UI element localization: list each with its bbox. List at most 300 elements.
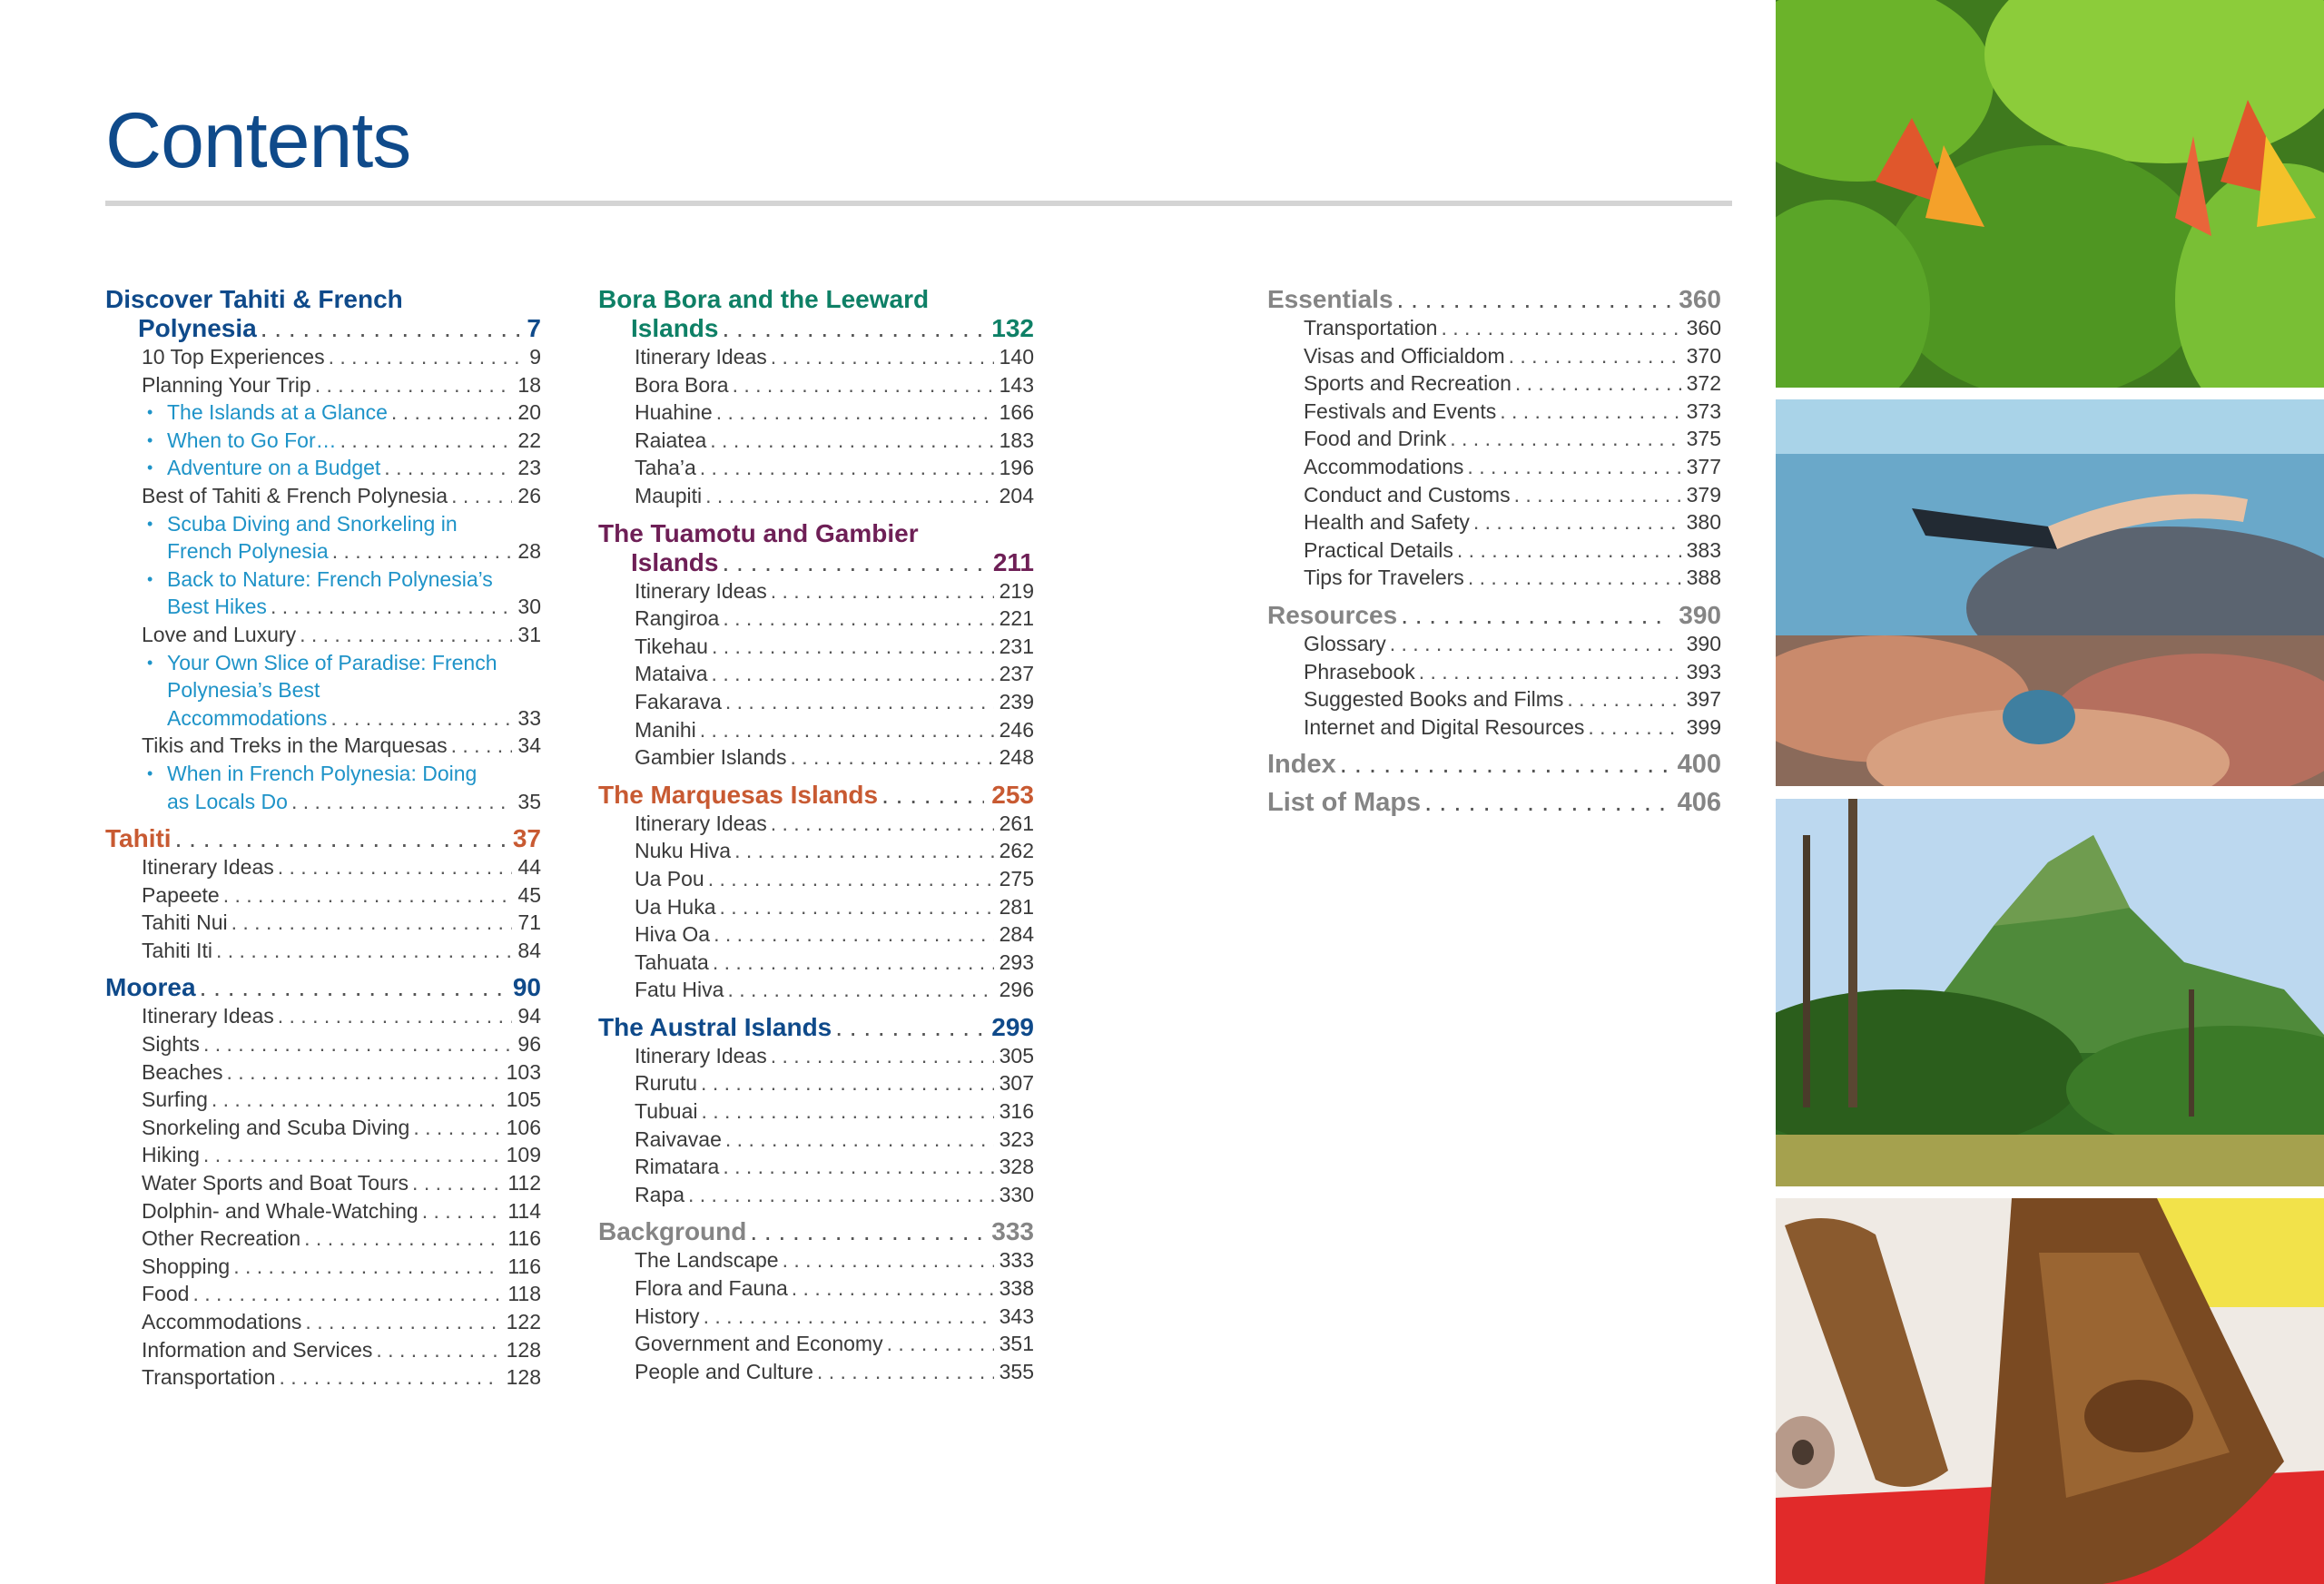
dot-leader (1467, 453, 1680, 481)
toc-item[interactable] (598, 482, 1034, 510)
section-page-number: 7 (527, 314, 541, 342)
toc-item[interactable] (598, 633, 1034, 661)
item-title: Huahine (635, 400, 713, 425)
item-page-number: 96 (517, 1032, 541, 1057)
toc-item[interactable] (598, 660, 1034, 688)
section-heading[interactable] (1267, 750, 1721, 779)
dot-leader (713, 949, 994, 977)
item-title: Transportation (142, 1365, 276, 1390)
item-title: Itinerary Ideas (635, 811, 767, 835)
toc-item[interactable] (1267, 630, 1721, 658)
toc-item[interactable] (598, 1274, 1034, 1303)
dot-leader (261, 314, 520, 343)
toc-column-3 (1267, 285, 1721, 826)
toc-item[interactable] (105, 853, 541, 881)
toc-item[interactable] (598, 1181, 1034, 1209)
dot-leader (1457, 536, 1681, 565)
toc-item[interactable] (1267, 658, 1721, 686)
dot-leader (1473, 508, 1681, 536)
section-heading[interactable] (1267, 788, 1721, 817)
item-title: Internet and Digital Resources (1304, 714, 1585, 739)
section-title: Polynesia (138, 314, 257, 342)
toc-section-moorea (105, 973, 541, 1391)
toc-item[interactable] (598, 1330, 1034, 1358)
toc-item[interactable] (598, 716, 1034, 744)
toc-feature-item[interactable] (105, 760, 541, 815)
item-title: Nuku Hiva (635, 839, 732, 863)
dot-leader (300, 621, 512, 649)
item-title: Tahiti Iti (142, 938, 212, 962)
item-page-number: 393 (1686, 659, 1721, 684)
item-title: Visas and Officialdom (1304, 343, 1505, 368)
item-title: Rimatara (635, 1155, 720, 1179)
item-title: Mataiva (635, 662, 708, 686)
item-page-number: 379 (1686, 482, 1721, 507)
section-heading[interactable] (105, 824, 541, 853)
item-page-number: 116 (507, 1226, 541, 1251)
toc-item[interactable] (598, 1303, 1034, 1331)
dot-leader (714, 920, 994, 949)
toc-section-the-marquesas-islands (598, 781, 1034, 1004)
toc-item[interactable] (105, 1308, 541, 1336)
item-page-number: 114 (507, 1198, 541, 1223)
item-title: Water Sports and Boat Tours (142, 1171, 409, 1195)
toc-section-essentials (1267, 285, 1721, 592)
dot-leader (700, 454, 994, 482)
toc-item[interactable] (1267, 536, 1721, 565)
dot-leader (305, 1308, 500, 1336)
toc-feature-item[interactable] (105, 398, 541, 427)
dot-leader (700, 716, 994, 744)
toc-item[interactable] (598, 577, 1034, 605)
item-page-number: 397 (1686, 687, 1721, 712)
item-page-number: 109 (506, 1143, 541, 1167)
dot-leader (391, 398, 512, 427)
section-heading[interactable] (598, 285, 1034, 343)
item-title: Hiking (142, 1143, 200, 1167)
toc-item[interactable] (1267, 314, 1721, 342)
toc-item[interactable] (598, 1246, 1034, 1274)
toc-item[interactable] (105, 1141, 541, 1169)
dot-leader (790, 743, 993, 772)
dot-leader (792, 1274, 994, 1303)
toc-feature-item[interactable] (105, 454, 541, 482)
item-page-number: 370 (1686, 343, 1721, 368)
toc-item[interactable] (105, 343, 541, 371)
title-divider (105, 201, 1732, 206)
toc-section-the-tuamotu-and-gambier-islands (598, 519, 1034, 772)
toc-column-1 (105, 285, 541, 1401)
toc-item[interactable] (105, 1002, 541, 1030)
dot-leader (722, 314, 984, 343)
dot-leader (708, 865, 994, 893)
dot-leader (413, 1114, 500, 1142)
item-page-number: 360 (1686, 316, 1721, 339)
item-title: Rurutu (635, 1071, 698, 1096)
toc-item[interactable] (105, 1169, 541, 1197)
section-page-number: 333 (991, 1217, 1034, 1246)
item-title: Tikehau (635, 634, 708, 658)
toc-item[interactable] (598, 1069, 1034, 1097)
dot-leader (451, 732, 513, 760)
dot-leader (688, 1181, 994, 1209)
section-page-number: 37 (512, 824, 541, 853)
section-title: Islands (631, 547, 719, 576)
item-title: Rangiroa (635, 606, 720, 631)
item-title: Tahuata (635, 949, 709, 974)
section-title: Moorea (105, 973, 196, 1002)
dot-leader (422, 1197, 503, 1225)
item-page-number: 281 (999, 894, 1034, 919)
toc-item[interactable] (105, 881, 541, 910)
item-title: Information and Services (142, 1337, 373, 1362)
item-title: Accommodations (167, 705, 328, 730)
dot-leader (291, 788, 512, 816)
item-page-number: 316 (999, 1099, 1034, 1124)
dot-leader (723, 605, 993, 633)
item-title: Surfing (142, 1087, 208, 1112)
toc-item[interactable] (105, 1058, 541, 1087)
item-page-number: 323 (999, 1127, 1034, 1151)
toc-item[interactable] (1267, 481, 1721, 509)
item-title: Fatu Hiva (635, 978, 724, 1002)
bullet-icon: • (147, 458, 153, 477)
item-title: Practical Details (1304, 537, 1453, 562)
section-page-number: 253 (991, 780, 1034, 809)
item-title: Flora and Fauna (635, 1276, 788, 1301)
toc-item[interactable] (598, 688, 1034, 716)
toc-item[interactable] (598, 865, 1034, 893)
item-title: The Landscape (635, 1248, 779, 1273)
item-title: Back to Nature: French Polynesia’s (167, 566, 493, 591)
item-page-number: 373 (1686, 398, 1721, 423)
toc-item[interactable] (598, 1042, 1034, 1070)
dot-leader (412, 1169, 502, 1197)
toc-item[interactable] (105, 732, 541, 760)
toc-item[interactable] (105, 621, 541, 649)
toc-item[interactable] (105, 1336, 541, 1364)
item-page-number: 143 (999, 372, 1034, 397)
toc-item[interactable] (1267, 369, 1721, 398)
toc-item[interactable] (105, 937, 541, 965)
section-heading[interactable] (1267, 285, 1721, 314)
section-heading[interactable] (1267, 601, 1721, 630)
toc-item[interactable] (105, 1225, 541, 1253)
section-title: Essentials (1267, 285, 1393, 313)
item-page-number: 34 (517, 733, 541, 758)
toc-feature-item[interactable] (105, 566, 541, 621)
section-page-number: 90 (512, 973, 541, 1002)
toc-item[interactable] (598, 893, 1034, 921)
item-title: Ua Pou (635, 866, 704, 890)
section-heading[interactable] (105, 285, 541, 343)
toc-item[interactable] (598, 454, 1034, 482)
section-title: The Marquesas Islands (598, 780, 879, 809)
dot-leader (725, 688, 994, 716)
dot-leader (376, 1336, 500, 1364)
item-page-number: 105 (506, 1087, 541, 1112)
item-title: Beaches (142, 1059, 223, 1084)
toc-item[interactable] (1267, 398, 1721, 426)
item-title: Tikis and Treks in the Marquesas (142, 733, 448, 758)
toc-item[interactable] (598, 1097, 1034, 1126)
toc-section-tahiti (105, 824, 541, 964)
section-title: Discover Tahiti & French (105, 285, 403, 313)
item-page-number: 118 (507, 1282, 541, 1306)
dot-leader (216, 937, 512, 965)
toc-section-bora-bora-and-the-leeward-islands (598, 285, 1034, 510)
section-heading[interactable] (598, 1013, 1034, 1042)
section-heading[interactable] (598, 1217, 1034, 1246)
dot-leader (271, 593, 512, 621)
toc-item[interactable] (598, 605, 1034, 633)
item-title: Shopping (142, 1254, 231, 1278)
item-title: Adventure on a Budget (167, 456, 381, 480)
item-title: Taha’a (635, 456, 696, 480)
dot-leader (203, 1141, 501, 1169)
item-page-number: 166 (999, 400, 1034, 425)
toc-item[interactable] (598, 1153, 1034, 1181)
dot-leader (384, 454, 512, 482)
item-page-number: 355 (999, 1359, 1034, 1383)
dot-leader (817, 1358, 994, 1386)
section-page-number: 406 (1677, 788, 1721, 818)
toc-item[interactable] (1267, 342, 1721, 370)
toc-item[interactable] (598, 837, 1034, 865)
dot-leader (1390, 630, 1681, 658)
dot-leader (1500, 398, 1680, 426)
item-page-number: 31 (517, 622, 541, 646)
item-title: Ua Huka (635, 894, 716, 919)
toc-section-index (1267, 750, 1721, 779)
item-page-number: 22 (517, 428, 541, 452)
toc-item[interactable] (1267, 564, 1721, 592)
item-page-number: 307 (999, 1071, 1034, 1096)
toc-item[interactable] (105, 1086, 541, 1114)
item-page-number: 30 (517, 595, 541, 619)
item-title: Gambier Islands (635, 745, 787, 770)
item-title: Other Recreation (142, 1226, 301, 1251)
dot-leader (1401, 601, 1671, 630)
dot-leader (1397, 285, 1672, 314)
item-page-number: 343 (999, 1304, 1034, 1328)
item-title: Conduct and Customs (1304, 482, 1511, 507)
toc-item[interactable] (1267, 453, 1721, 481)
item-title: Suggested Books and Films (1304, 687, 1564, 712)
section-title: Index (1267, 750, 1336, 780)
toc-item[interactable] (105, 371, 541, 399)
dot-leader (783, 1246, 994, 1274)
bullet-icon: • (147, 514, 153, 533)
dot-leader (1424, 788, 1669, 817)
item-page-number: 293 (999, 949, 1034, 974)
item-page-number: 328 (999, 1155, 1034, 1179)
item-title: Papeete (142, 882, 220, 907)
dot-leader (315, 371, 513, 399)
dot-leader (192, 1280, 502, 1308)
toc-section-the-austral-islands (598, 1013, 1034, 1209)
dot-leader (1567, 685, 1680, 713)
item-title: Dolphin- and Whale-Watching (142, 1198, 419, 1223)
dot-leader (771, 577, 994, 605)
item-title: Tubuai (635, 1099, 698, 1124)
dot-leader (1468, 564, 1681, 592)
dot-leader (701, 1097, 993, 1126)
toc-item[interactable] (598, 949, 1034, 977)
section-heading[interactable] (598, 519, 1034, 577)
item-page-number: 23 (517, 456, 541, 480)
dot-leader (723, 1153, 993, 1181)
toc-item[interactable] (598, 398, 1034, 427)
item-title: Scuba Diving and Snorkeling in (167, 511, 458, 536)
toc-item[interactable] (105, 1114, 541, 1142)
item-title: Sports and Recreation (1304, 371, 1512, 396)
item-title: Transportation (1304, 316, 1438, 339)
item-title: Tips for Travelers (1304, 566, 1464, 590)
item-page-number: 183 (999, 428, 1034, 452)
toc-item[interactable] (1267, 685, 1721, 713)
item-page-number: 35 (517, 789, 541, 813)
dot-leader (330, 704, 512, 733)
dot-leader (304, 1225, 502, 1253)
item-page-number: 28 (517, 539, 541, 564)
item-title: Sights (142, 1032, 200, 1057)
item-title: When in French Polynesia: Doing (167, 761, 478, 785)
dot-leader (1514, 481, 1681, 509)
item-title: Itinerary Ideas (142, 855, 274, 880)
dot-leader (212, 1086, 501, 1114)
section-title: Bora Bora and the Leeward (598, 285, 930, 313)
toc-feature-item[interactable] (105, 427, 541, 455)
item-title: People and Culture (635, 1359, 813, 1383)
item-title: When to Go For… (167, 428, 337, 452)
dot-leader (881, 781, 984, 810)
dot-leader (734, 837, 994, 865)
dot-leader (727, 976, 993, 1004)
toc-item[interactable] (1267, 425, 1721, 453)
item-title: Hiva Oa (635, 922, 711, 947)
toc-item[interactable] (105, 482, 541, 510)
item-page-number: 45 (517, 882, 541, 907)
bullet-icon: • (147, 430, 153, 449)
item-title: Bora Bora (635, 372, 729, 397)
item-title: Raiatea (635, 428, 707, 452)
item-page-number: 18 (517, 372, 541, 397)
item-title: Itinerary Ideas (635, 1043, 767, 1067)
item-title: Manihi (635, 717, 696, 742)
toc-item[interactable] (598, 976, 1034, 1004)
section-heading[interactable] (598, 781, 1034, 810)
toc-section-list-of-maps (1267, 788, 1721, 817)
section-title: Resources (1267, 600, 1398, 629)
toc-item[interactable] (598, 1126, 1034, 1154)
toc-item[interactable] (105, 1253, 541, 1281)
dot-leader (710, 427, 993, 455)
item-title: Snorkeling and Scuba Diving (142, 1115, 410, 1139)
item-title: Fakarava (635, 689, 722, 713)
section-page-number: 400 (1677, 750, 1721, 780)
item-title: Best of Tahiti & French Polynesia (142, 483, 448, 507)
item-page-number: 221 (999, 606, 1034, 631)
item-page-number: 94 (517, 1004, 541, 1028)
toc-feature-item[interactable] (105, 510, 541, 566)
item-title: Government and Economy (635, 1332, 883, 1356)
toc-item[interactable] (598, 743, 1034, 772)
dot-leader (701, 1069, 994, 1097)
section-title: The Austral Islands (598, 1012, 832, 1041)
item-title: Glossary (1304, 631, 1386, 655)
dot-leader (1588, 713, 1680, 742)
item-title: History (635, 1304, 700, 1328)
toc-item[interactable] (1267, 508, 1721, 536)
toc-item[interactable] (598, 343, 1034, 371)
dot-leader (1441, 314, 1680, 342)
item-title: Rapa (635, 1182, 684, 1206)
item-title: as Locals Do (167, 789, 288, 813)
toc-item[interactable] (598, 1358, 1034, 1386)
item-page-number: 219 (999, 578, 1034, 603)
dot-leader (227, 1058, 501, 1087)
toc-item[interactable] (1267, 713, 1721, 742)
toc-item[interactable] (105, 1030, 541, 1058)
toc-feature-item[interactable] (105, 649, 541, 733)
item-page-number: 377 (1686, 454, 1721, 478)
toc-section-background (598, 1217, 1034, 1385)
toc-item[interactable] (105, 909, 541, 937)
dot-leader (340, 427, 513, 455)
toc-item[interactable] (105, 1280, 541, 1308)
item-page-number: 296 (999, 978, 1034, 1002)
item-page-number: 333 (999, 1248, 1034, 1273)
dot-leader (1515, 369, 1681, 398)
toc-item[interactable] (598, 427, 1034, 455)
item-page-number: 305 (999, 1043, 1034, 1067)
dot-leader (200, 973, 506, 1002)
dot-leader (705, 482, 993, 510)
item-title: Itinerary Ideas (635, 345, 767, 369)
item-page-number: 116 (507, 1254, 541, 1278)
item-page-number: 20 (517, 400, 541, 425)
toc-item[interactable] (105, 1197, 541, 1225)
item-title: Food and Drink (1304, 427, 1447, 451)
dot-leader (716, 398, 994, 427)
item-title: Itinerary Ideas (142, 1004, 274, 1028)
toc-item[interactable] (105, 1363, 541, 1392)
section-heading[interactable] (105, 973, 541, 1002)
item-page-number: 330 (999, 1182, 1034, 1206)
dot-leader (332, 537, 513, 566)
toc-section-resources (1267, 601, 1721, 741)
item-page-number: 275 (999, 866, 1034, 890)
item-page-number: 140 (999, 345, 1034, 369)
item-page-number: 122 (506, 1310, 541, 1333)
toc-item[interactable] (598, 371, 1034, 399)
item-page-number: 231 (999, 634, 1034, 658)
item-title: Festivals and Events (1304, 398, 1497, 423)
item-page-number: 71 (517, 910, 541, 935)
toc-item[interactable] (598, 920, 1034, 949)
section-page-number: 390 (1679, 600, 1721, 629)
toc-column-2 (598, 285, 1034, 1394)
dot-leader (278, 1002, 513, 1030)
item-title: Polynesia’s Best (167, 678, 320, 703)
dot-leader (233, 1253, 502, 1281)
item-page-number: 262 (999, 839, 1034, 863)
dot-leader (704, 1303, 994, 1331)
section-title: The Tuamotu and Gambier (598, 518, 919, 547)
toc-item[interactable] (598, 810, 1034, 838)
item-page-number: 84 (517, 938, 541, 962)
